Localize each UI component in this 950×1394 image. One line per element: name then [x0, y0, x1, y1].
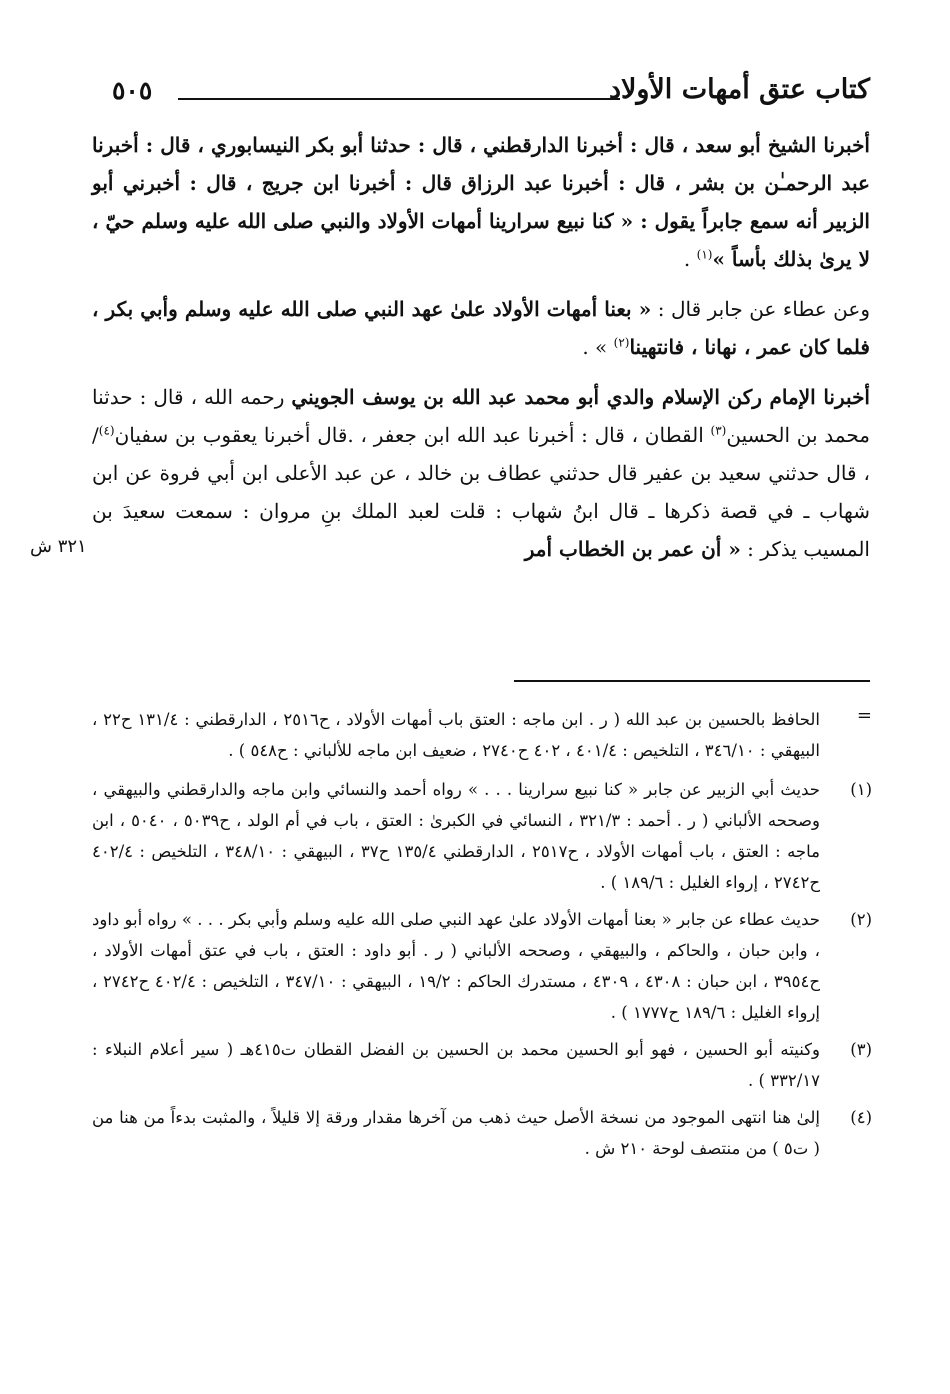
- header-rule: [178, 98, 620, 100]
- paragraph-1-text: أخبرنا الشيخ أبو سعد ، قال : أخبرنا الدارقطني ، قال : حدثنا أبو بكر النيسابوري ، قال : أخبرنا عبد الرحمـٰن بن بشر ، قال : أخبرنا عبد الرزاق قال : أخبرنا ابن جريج ، قال : أخبرني أبو الزبير أنه سمع جابراً يقول :: [92, 133, 870, 233]
- paragraph-2-hadith: « بعنا أمهات الأولاد علىٰ عهد النبي صلى الله عليه وسلم وأبي بكر ، فلما كان عمر ، نهانا ، فانتهينا: [92, 297, 870, 359]
- paragraph-2-end: » .: [582, 335, 614, 359]
- footnote-1: [92, 774, 872, 898]
- footnote-ref-4: (٤): [98, 423, 115, 438]
- footnote-ref-1: (١): [696, 247, 713, 262]
- footnote-text: وكنيته أبو الحسين ، فهو أبو الحسين محمد بن الحسين بن الفضل القطان ت٤١٥هـ ( سير أعلام النبلاء : ٣٣٢/١٧ ) .: [92, 1040, 821, 1090]
- footnote-2: [92, 904, 872, 1028]
- footnote-ref-3: (٣): [710, 423, 727, 438]
- paragraph-1-hadith: « كنا نبيع سرارينا أمهات الأولاد والنبي صلى الله عليه وسلم حيّ ، لا يرىٰ بذلك بأساً »: [92, 209, 870, 271]
- footnote-3: [92, 1034, 872, 1096]
- paragraph-2-text: وعن عطاء عن جابر قال :: [651, 297, 870, 321]
- paragraph-3-chain-3: / ، قال حدثني سعيد بن عفير قال حدثني عطاف بن خالد ، عن عبد الأعلى ابن أبي فروة عن ابن شهاب ـ في قصة ذكرها ـ قال ابنُ شهاب : قلت لعبد الملك بنِ مروان : سمعت سعيدَ بن المسيب يذكر :: [92, 423, 871, 561]
- running-title: كتاب عتق أمهات الأولاد: [608, 74, 870, 105]
- continuation-mark: =: [856, 705, 872, 726]
- footnote-text: حديث عطاء عن جابر « بعنا أمهات الأولاد علىٰ عهد النبي صلى الله عليه وسلم وأبي بكر . . . » رواه أبو داود ، وابن حبان ، والحاكم ، والبيهقي ، وصححه الألباني ( ر . أبو داود : العتق ، باب في عتق أمهات الأولاد ، ح٣٩٥٤ ، ابن حبان : ٤٣٠٨ ، ٤٣٠٩ ، مستدرك الحاكم : ١٩/٢ ، البيهقي : ٣٤٧/١٠ ، التلخيص : ٤٠٢/٤ ح٢٧٤٢ ، إرواء الغليل : ١٨٩/٦ ح١٧٧٧ ) .: [92, 910, 820, 1022]
- footnote-continuation-text: الحافظ بالحسين بن عبد الله ( ر . ابن ماجه : العتق باب أمهات الأولاد ، ح٢٥١٦ ، الدارقطني : ١٣١/٤ ح٢٢ ، البيهقي : ٣٤٦/١٠ ، التلخيص : ٤٠١/٤ ، ٤٠٢ ح٢٧٤٠ ، ضعيف ابن ماجه للألباني : ح٥٤٨ ) .: [92, 710, 821, 760]
- margin-folio-note: ٣٢١ ش: [30, 536, 87, 557]
- paragraph-1: [92, 126, 870, 278]
- paragraph-3-hadith: « أن عمر بن الخطاب أمر: [524, 537, 741, 561]
- paragraph-1-end: .: [683, 247, 697, 271]
- paragraph-3-chain: رحمه الله ، قال : حدثنا محمد بن الحسين: [92, 385, 870, 447]
- page-header: [112, 74, 870, 114]
- footnote-number: (١): [850, 780, 872, 799]
- paragraph-3-text: أخبرنا الإمام ركن الإسلام والدي أبو محمد عبد الله بن يوسف الجويني: [291, 385, 870, 409]
- footnote-text: إلىٰ هنا انتهى الموجود من نسخة الأصل حيث ذهب من آخرها مقدار ورقة إلا قليلاً ، والمثبت بدءاً من هنا من ( ت٥ ) من منتصف لوحة ٢١٠ ش .: [92, 1108, 820, 1158]
- footnote-text: حديث أبي الزبير عن جابر « كنا نبيع سرارينا . . . » رواه أحمد والنسائي وابن ماجه والدارقطني والبيهقي ، وصححه الألباني ( ر . أحمد : ٣٢١/٣ ، النسائي في الكبرىٰ : العتق ، باب في أم الولد ، ح٥٠٣٩ ، ٥٠٤٠ ، ابن ماجه : العتق ، باب أمهات الأولاد ، ح٢٥١٧ ، الدارقطني ١٣٥/٤ ح٣٧ ، البيهقي : ٣٤٨/١٠ ، التلخيص : ٤٠٢/٤ ح٢٧٤٢ ، إرواء الغليل : ١٨٩/٦ ) .: [92, 780, 821, 892]
- footnote-separator: [514, 680, 870, 682]
- footnote-number: (٢): [850, 910, 872, 929]
- footnote-number: (٣): [850, 1040, 872, 1059]
- paragraph-3-chain-2: القطان ، قال : أخبرنا عبد الله ابن جعفر ، .قال أخبرنا يعقوب بن سفيان: [114, 423, 711, 447]
- footnote-ref-2: (٢): [613, 335, 630, 350]
- footnote-4: [92, 1102, 872, 1164]
- page-number: ٥٠٥: [112, 76, 153, 105]
- paragraph-2: [92, 290, 870, 366]
- paragraph-3: [92, 378, 870, 568]
- main-text: [92, 126, 870, 580]
- footnote-continuation: [92, 704, 872, 766]
- footnote-number: (٤): [850, 1108, 872, 1127]
- footnotes: [92, 704, 872, 1170]
